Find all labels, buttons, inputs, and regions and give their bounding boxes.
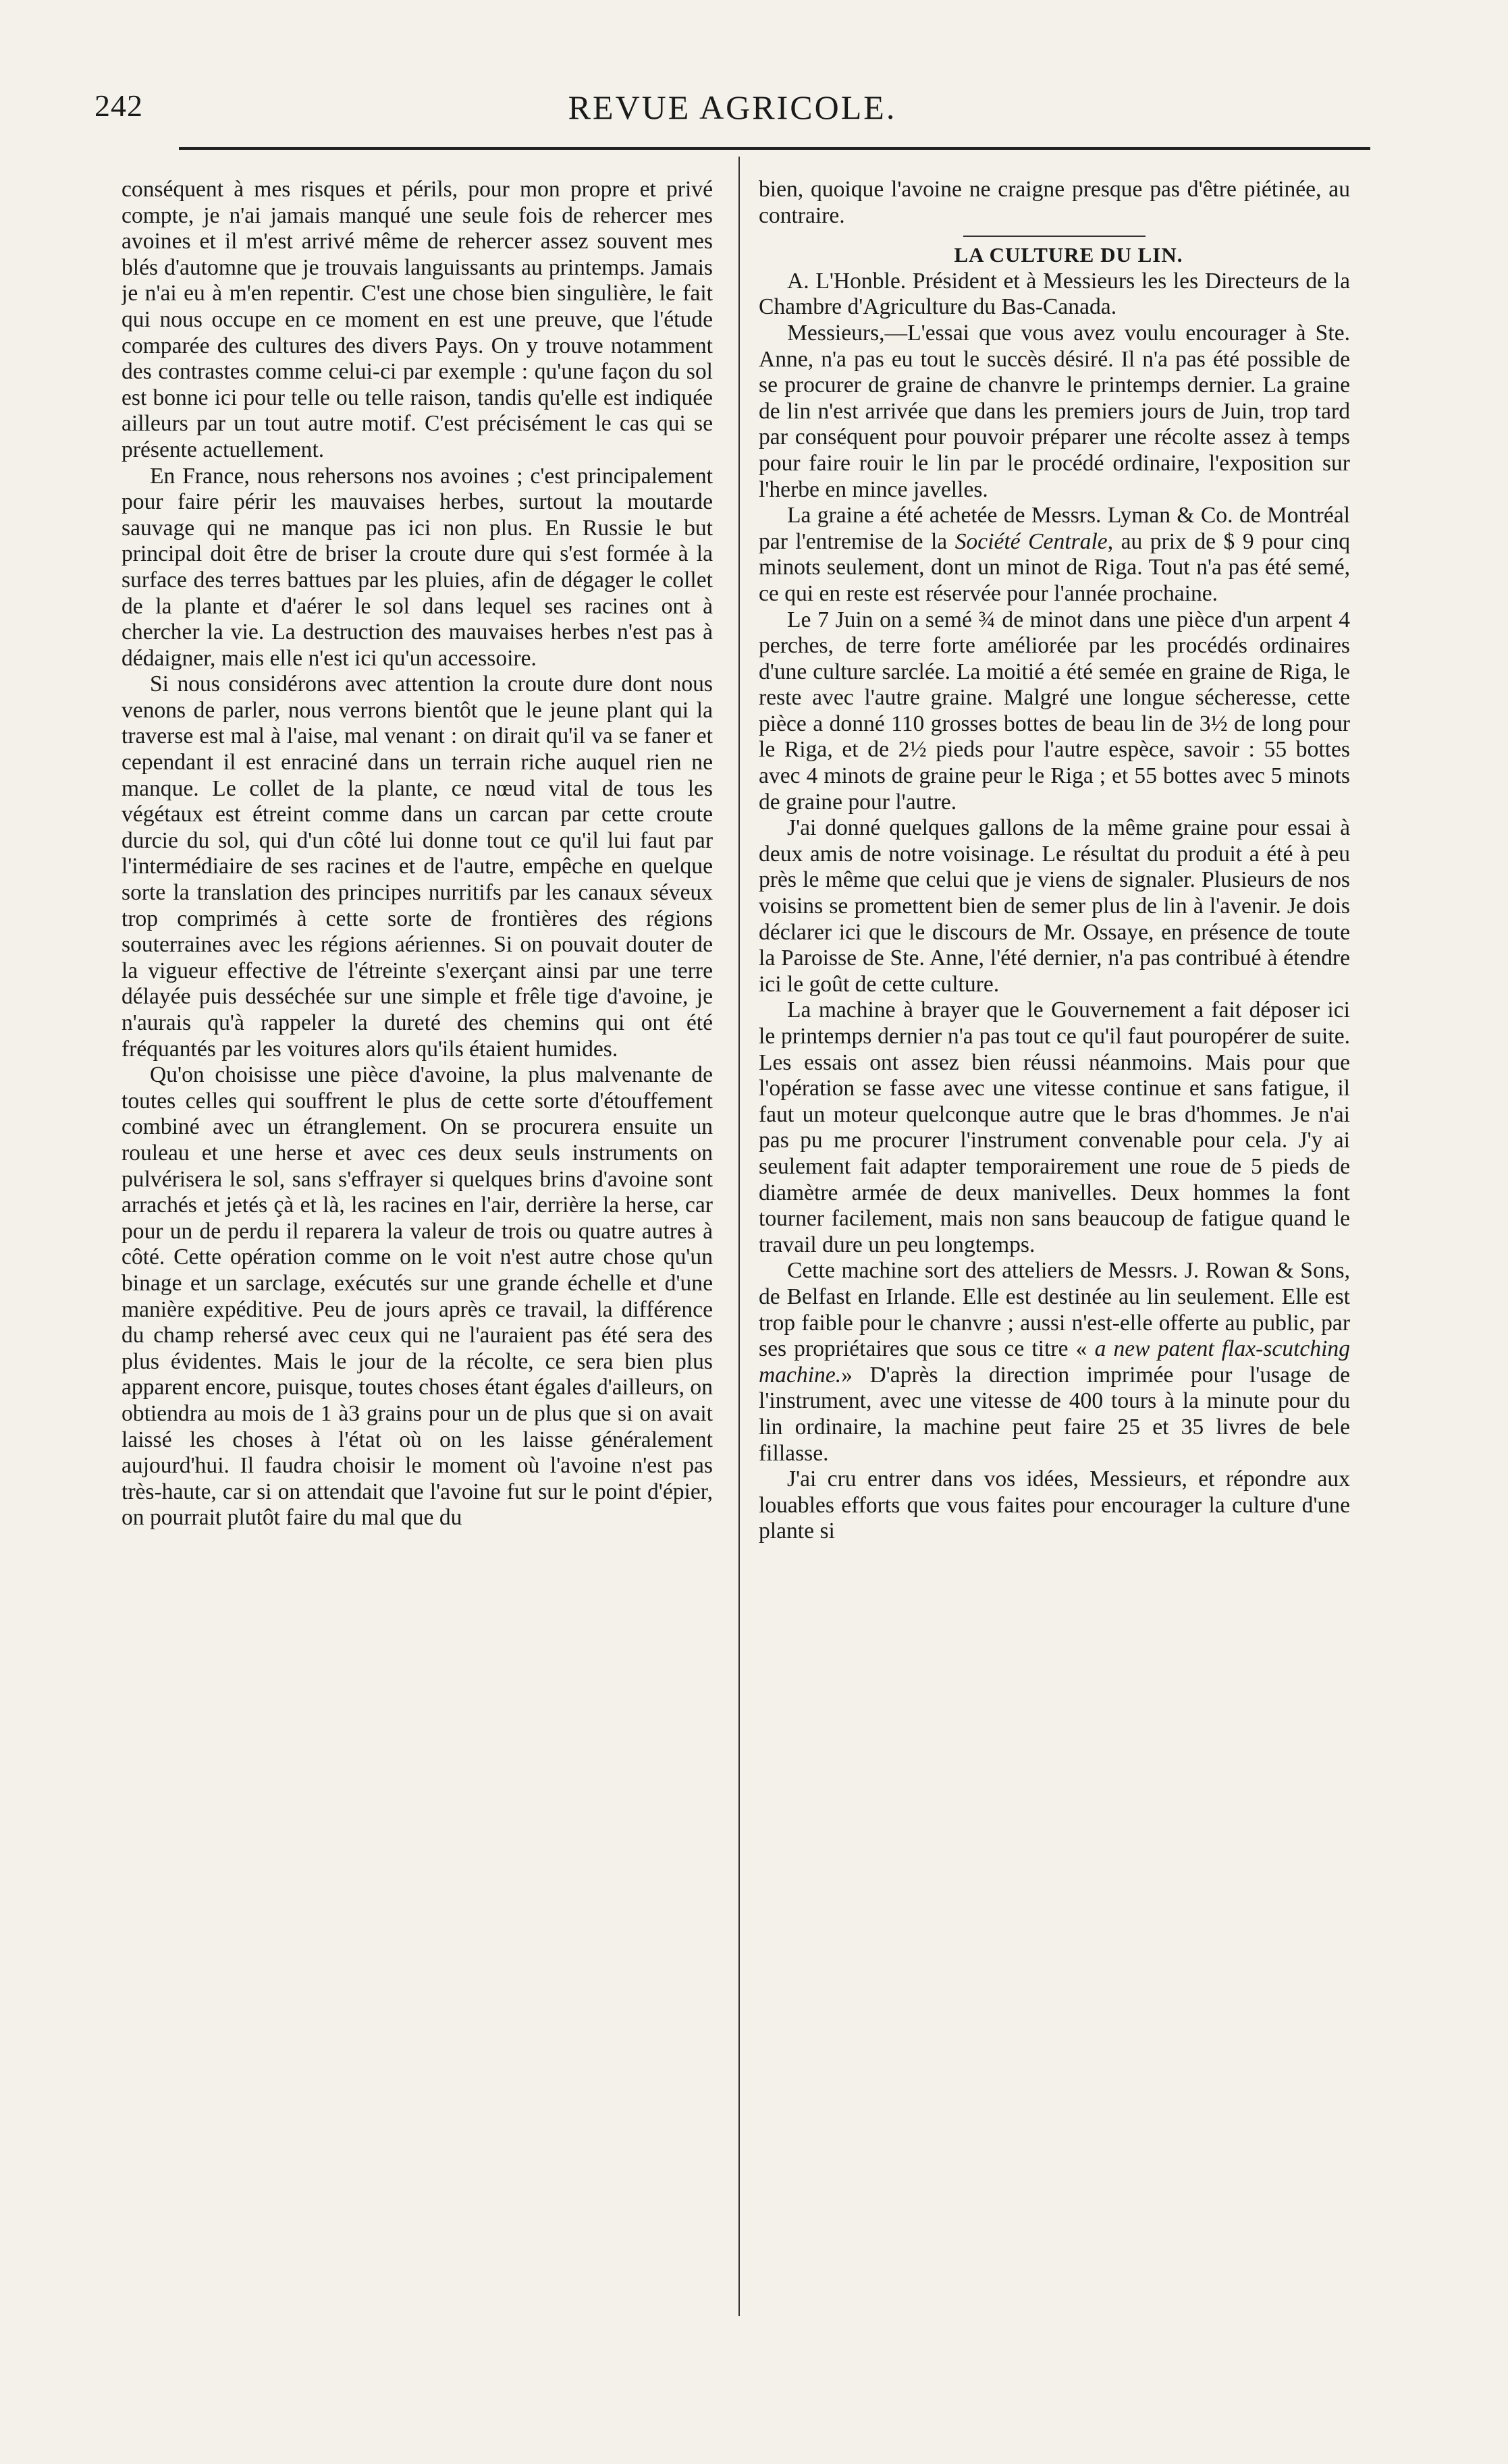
paragraph: Qu'on choisisse une pièce d'avoine, la plus malvenante de toutes celles qui souffrent le plus de cette sorte d'étouffement combiné avec un étranglement. On se procurera ensuite un rouleau et une herse et avec ces deux seuls instruments on pulvérisera le sol, sans s'effrayer si quelques brins d'avoine sont arrachés et jetés çà et là, les racines en l'air, derrière la herse, car pour un de perdu il reparera la valeur de trois ou quatre autres à côté. Cette opération comme on le voit n'est autre chose qu'un binage et un sarclage, exécutés sur une grande échelle et d'une manière expéditive. Peu de jours après ce travail, la différence du champ rehersé avec ceux qui ne l'auraient pas été sera des plus évidentes. Mais le jour de la récolte, ce sera bien plus apparent encore, puisque, toutes choses étant égales d'ailleurs, on obtiendra au mois de 1 à3 grains pour un de plus que si on avait laissé les choses à l'état où on les laisse généralement aujourd'hui. Il faudra choisir le moment où l'avoine n'est pas très-haute, car si on attendait que l'avoine fut sur le point d'épier, on pourrait plutôt faire du mal que du bbox=[122, 1062, 713, 1531]
right-column bbox=[759, 177, 1350, 2370]
paragraph: Si nous considérons avec attention la croute dure dont nous venons de parler, nous verrons bientôt que le jeune plant qui la traverse est mal à l'aise, mal venant : on dirait qu'il va se faner et cependant il est enraciné dans un terrain riche auquel rien ne manque. Le collet de la plante, ce nœud vital de tous les végétaux est étreint comme dans un carcan par cette croute durcie du sol, qui d'un côté lui donne tout ce qu'il lui faut par l'intermédiaire de ses racines et de l'autre, empêche en quelque sorte la translation des principes nurritifs par les canaux séveux trop comprimés à cette sorte de frontières des régions souterraines avec les régions aériennes. Si on pouvait douter de la vigueur effective de l'étreinte s'exerçant ainsi par une terre délayée puis desséchée sur une simple et frêle tige d'avoine, je n'aurais qu'à rappeler la dureté des chemins qui ont été fréquantés par les voitures alors qu'ils étaient humides. bbox=[122, 672, 713, 1062]
salutation-paragraph: Messieurs,—L'essai que vous avez voulu encourager à Ste. Anne, n'a pas eu tout le succès désiré. Il n'a pas été possible de se procurer de graine de chanvre le printemps dernier. La graine de lin n'est arrivée que dans les premiers jours de Juin, trop tard par conséquent pour pouvoir préparer une récolte assez à temps pour faire rouir le lin par le procédé ordinaire, l'exposition sur l'herbe en mince javelles. bbox=[759, 320, 1350, 502]
paragraph-text: , au prix de $ 9 pour cinq minots seulement, dont un minot de Riga. Tout n'a pas été semé, ce qui en reste est réservée pour l'année prochaine. bbox=[759, 528, 1350, 606]
running-title: REVUE AGRICOLE. bbox=[568, 88, 897, 126]
paragraph-text: » D'après la direction imprimée pour l'usage de l'instrument, avec une vitesse de 400 tours à la minute pour du lin ordinaire, la machine peut faire 25 et 35 livres de bele fillasse. bbox=[759, 1362, 1350, 1466]
paragraph: J'ai cru entrer dans vos idées, Messieurs, et répondre aux louables efforts que vous faites pour encourager la culture d'une plante si bbox=[759, 1467, 1350, 1544]
paragraph: Le 7 Juin on a semé ¾ de minot dans une pièce d'un arpent 4 perches, de terre forte améliorée par les procédés ordinaires d'une culture sarclée. La moitié a été semée en graine de Riga, le reste avec l'autre graine. Malgré une longue sécheresse, cette pièce a donné 110 grosses bottes de beau lin de 3½ de long pour le Riga, et de 2½ pieds pour l'autre espèce, savoir : 55 bottes avec 4 minots de graine peur le Riga ; et 55 bottes avec 5 minots de graine pour l'autre. bbox=[759, 607, 1350, 815]
paragraph: conséquent à mes risques et périls, pour mon propre et privé compte, je n'ai jamais manqué une seule fois de rehercer mes avoines et il m'est arrivé même de rehercer assez souvent mes blés d'automne que je trouvais languissants au printemps. Jamais je n'ai eu à m'en repentir. C'est une chose bien singulière, le fait qui nous occupe en ce moment en est une preuve, que l'étude comparée des cultures des divers Pays. On y trouve notamment des contrastes comme celui-ci par exemple : qu'une façon du sol est bonne ici pour telle ou telle raison, tandis qu'elle est indiquée ailleurs par un tout autre motif. C'est précisément le cas qui se présente actuellement. bbox=[122, 177, 713, 462]
paragraph bbox=[759, 1258, 1350, 1467]
italic-society-name: Société Centrale bbox=[954, 528, 1108, 554]
header-rule bbox=[179, 147, 1370, 150]
paragraph-text: La graine a été achetée de Messrs. Lyman & Co. de Montréal par l'entremise de la bbox=[759, 503, 1350, 554]
column-divider bbox=[738, 157, 740, 2316]
paragraph bbox=[759, 503, 1350, 607]
paragraph: La machine à brayer que le Gouvernement a fait déposer ici le printemps dernier n'a pas tout ce qu'il faut pouropérer de suite. Les essais ont assez bien réussi néanmoins. Mais pour que l'opération se fasse avec une vitesse continue et sans fatigue, il faut un moteur quelconque autre que le bras d'hommes. Je n'ai pas pu me procurer l'instrument convenable pour cela. J'y ai seulement fait adapter temporairement une roue de 5 pieds de diamètre armée de deux manivelles. Deux hommes la font tourner facilement, mais non sans beaucoup de fatigue quand le travail dure un peu longtemps. bbox=[759, 997, 1350, 1257]
paragraph: J'ai donné quelques gallons de la même graine pour essai à deux amis de notre voisinage. Le résultat du produit a été à peu près le même que celui que je viens de signaler. Plusieurs de nos voisins se promettent bien de semer plus de lin à l'avenir. Je dois déclarer ici que le discours de Mr. Ossaye, en présence de toute la Paroisse de Ste. Anne, l'été dernier, n'a pas contribué à étendre ici le goût de cette culture. bbox=[759, 815, 1350, 997]
left-column bbox=[122, 177, 713, 2370]
paragraph-text: Cette machine sort des atteliers de Messrs. J. Rowan & Sons, de Belfast en Irlande. Elle est destinée au lin seulement. Elle est trop faible pour le chanvre ; aussi n'est-elle offerte au public, par ses propriétaires que sous ce titre « bbox=[759, 1258, 1350, 1362]
paragraph: bien, quoique l'avoine ne craigne presque pas d'être piétinée, au contraire. bbox=[759, 177, 1350, 228]
italic-machine-title: a new patent flax-scutching machine. bbox=[759, 1336, 1350, 1388]
section-title: LA CULTURE DU LIN. bbox=[954, 243, 1183, 267]
page-header bbox=[95, 88, 1370, 135]
section-rule bbox=[963, 236, 1146, 237]
page-number: 242 bbox=[95, 88, 143, 123]
address-paragraph: A. L'Honble. Président et à Messieurs les les Directeurs de la Chambre d'Agriculture du Bas-Canada. bbox=[759, 268, 1350, 320]
paragraph: En France, nous rehersons nos avoines ; c'est principalement pour faire périr les mauvaises herbes, surtout la moutarde sauvage qui ne manque pas ici non plus. En Russie le but principal doit être de briser la croute dure qui s'est formée à la surface des terres battues par les pluies, afin de dégager le collet de la plante et d'aérer le sol dans lequel ses racines ont à chercher la vie. La destruction des mauvaises herbes n'est pas à dédaigner, mais elle n'est ici qu'un accessoire. bbox=[122, 463, 713, 671]
